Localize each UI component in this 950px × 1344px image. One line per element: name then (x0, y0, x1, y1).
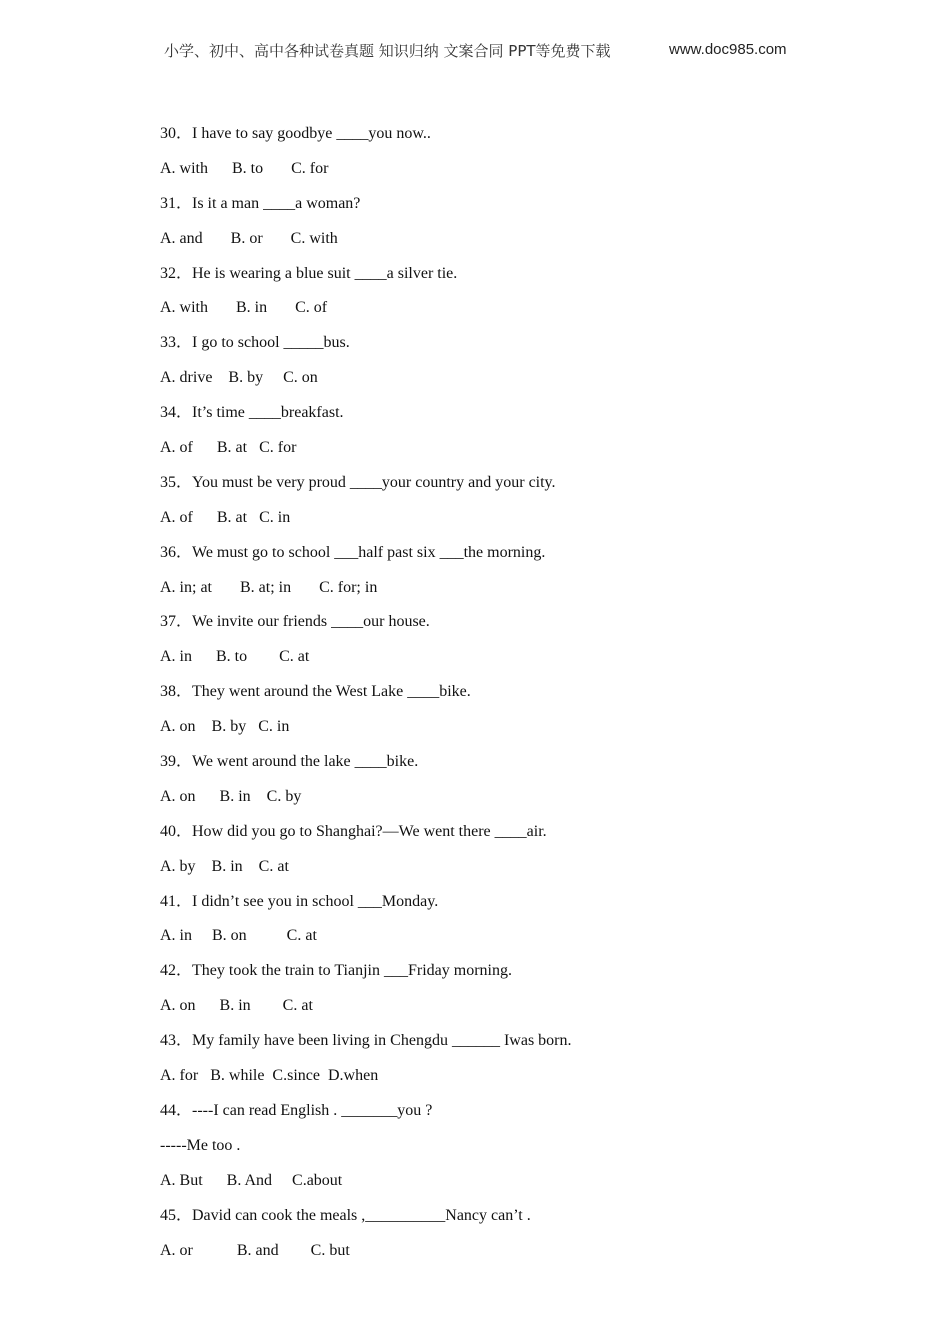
question-33: 33．I go to school _____bus. (160, 334, 350, 352)
options-41: A. in B. on C. at (160, 927, 317, 945)
options-30: A. with B. to C. for (160, 159, 329, 177)
options-45: A. or B. and C. but (160, 1241, 350, 1259)
question-36: 36．We must go to school ___half past six ___the morning. (160, 543, 546, 561)
question-34: 34．It’s time ____breakfast. (160, 404, 344, 422)
options-37: A. in B. to C. at (160, 648, 310, 666)
options-33: A. drive B. by C. on (160, 369, 318, 387)
page-header (0, 40, 950, 64)
question-32: 32．He is wearing a blue suit ____a silver tie. (160, 264, 458, 282)
options-36: A. in; at B. at; in C. for; in (160, 578, 378, 596)
question-41: 41．I didn’t see you in school ___Monday. (160, 892, 439, 910)
question-39: 39．We went around the lake ____bike. (160, 753, 419, 771)
options-32: A. with B. in C. of (160, 299, 328, 317)
options-42: A. on B. in C. at (160, 997, 313, 1015)
options-34: A. of B. at C. for (160, 439, 297, 457)
question-44: 44．----I can read English . _______you ? (160, 1101, 433, 1119)
question-list (160, 120, 860, 1271)
options-44: A. But B. And C.about (160, 1171, 343, 1189)
options-39: A. on B. in C. by (160, 787, 302, 805)
header-promo-text: 小学、初中、高中各种试卷真题 知识归纳 文案合同 PPT等免费下载 (164, 42, 611, 60)
question-40: 40．How did you go to Shanghai?—We went there ____air. (160, 822, 547, 840)
header-website: www.doc985.com (669, 41, 787, 58)
options-35: A. of B. at C. in (160, 508, 291, 526)
options-31: A. and B. or C. with (160, 229, 338, 247)
question-42: 42．They took the train to Tianjin ___Friday morning. (160, 962, 512, 980)
options-38: A. on B. by C. in (160, 718, 290, 736)
options-43: A. for B. while C.since D.when (160, 1067, 379, 1085)
question-45: 45．David can cook the meals ,__________Nancy can’t . (160, 1206, 531, 1224)
question-30: 30．I have to say goodbye ____you now.. (160, 125, 431, 142)
options-40: A. by B. in C. at (160, 857, 289, 875)
question-31: 31．Is it a man ____a woman? (160, 194, 361, 212)
question-35: 35．You must be very proud ____your country and your city. (160, 473, 556, 491)
question-37: 37．We invite our friends ____our house. (160, 613, 430, 631)
question-43: 43．My family have been living in Chengdu ______ Iwas born. (160, 1032, 572, 1050)
question-38: 38．They went around the West Lake ____bike. (160, 683, 471, 701)
answer-44: -----Me too . (160, 1136, 241, 1154)
